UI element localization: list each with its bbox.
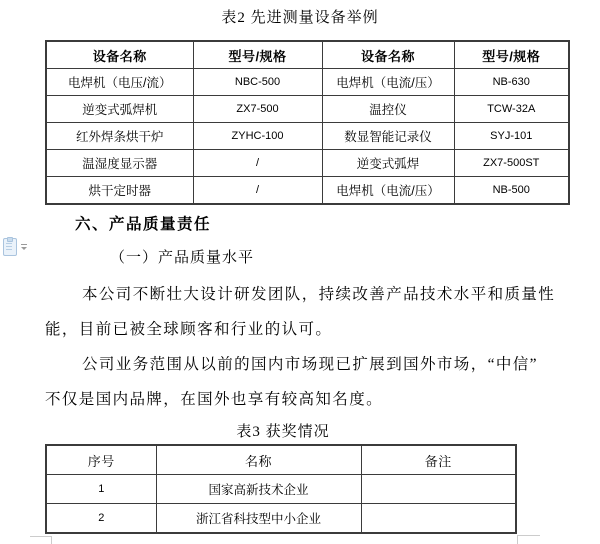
table-cell: ZX7-500ST — [454, 150, 569, 177]
table-cell: NB-630 — [454, 69, 569, 96]
chevron-down-icon[interactable] — [20, 244, 29, 252]
table-cell: 烘干定时器 — [46, 177, 193, 205]
table-cell: 温湿度显示器 — [46, 150, 193, 177]
table3 — [45, 444, 517, 534]
table-cell — [361, 475, 516, 504]
table-row — [46, 96, 569, 123]
table-cell: 逆变式弧焊 — [322, 150, 454, 177]
table-cell: 数显智能记录仪 — [322, 123, 454, 150]
table-cell: TCW-32A — [454, 96, 569, 123]
table-cell: 电焊机（电流/压） — [322, 69, 454, 96]
table-cell: 浙江省科技型中小企业 — [156, 504, 361, 534]
table-cell: SYJ-101 — [454, 123, 569, 150]
header-row — [46, 41, 569, 69]
table-row — [46, 475, 516, 504]
table-row — [46, 123, 569, 150]
table-cell: 2 — [46, 504, 156, 534]
paste-options-button[interactable] — [2, 238, 30, 258]
table3-caption: 表3 获奖情况 — [236, 424, 330, 440]
column-header: 型号/规格 — [454, 41, 569, 69]
table-row — [46, 150, 569, 177]
table-cell: ZX7-500 — [193, 96, 322, 123]
table-cell: 1 — [46, 475, 156, 504]
table-cell: / — [193, 150, 322, 177]
column-header: 备注 — [361, 445, 516, 475]
table-cell: NBC-500 — [193, 69, 322, 96]
section-subheading: （一）产品质量水平 — [110, 250, 255, 266]
table-cell: 国家高新技术企业 — [156, 475, 361, 504]
page-boundary-mark-right — [517, 535, 518, 544]
paragraph1-line2: 能，目前已被全球顾客和行业的认可。 — [45, 321, 333, 338]
column-header: 序号 — [46, 445, 156, 475]
header-row — [46, 445, 516, 475]
table-row — [46, 504, 516, 534]
table-row — [46, 69, 569, 96]
column-header: 设备名称 — [46, 41, 193, 69]
paragraph1-line1: 本公司不断壮大设计研发团队，持续改善产品技术水平和质量性 — [82, 286, 556, 303]
table-cell: 温控仪 — [322, 96, 454, 123]
clipboard-paste-icon — [3, 238, 17, 256]
table-cell: ZYHC-100 — [193, 123, 322, 150]
table-cell: / — [193, 177, 322, 205]
table-cell: 电焊机（电压/流） — [46, 69, 193, 96]
table2 — [45, 40, 570, 205]
table-cell: 红外焊条烘干炉 — [46, 123, 193, 150]
paragraph2-line2: 不仅是国内品牌，在国外也享有较高知名度。 — [45, 391, 384, 408]
table-cell: NB-500 — [454, 177, 569, 205]
table2-caption: 表2 先进测量设备举例 — [221, 10, 379, 26]
table-cell: 电焊机（电流/压） — [322, 177, 454, 205]
column-header: 型号/规格 — [193, 41, 322, 69]
column-header: 设备名称 — [322, 41, 454, 69]
page-boundary-mark-left — [51, 536, 52, 544]
paragraph2-line1: 公司业务范围从以前的国内市场现已扩展到国外市场，“中信” — [82, 356, 538, 373]
column-header: 名称 — [156, 445, 361, 475]
table-cell: 逆变式弧焊机 — [46, 96, 193, 123]
page-boundary-mark-left — [30, 536, 52, 537]
table-cell — [361, 504, 516, 534]
page-boundary-mark-right — [517, 535, 540, 536]
section-heading: 六、产品质量责任 — [75, 216, 212, 233]
table-row — [46, 177, 569, 205]
